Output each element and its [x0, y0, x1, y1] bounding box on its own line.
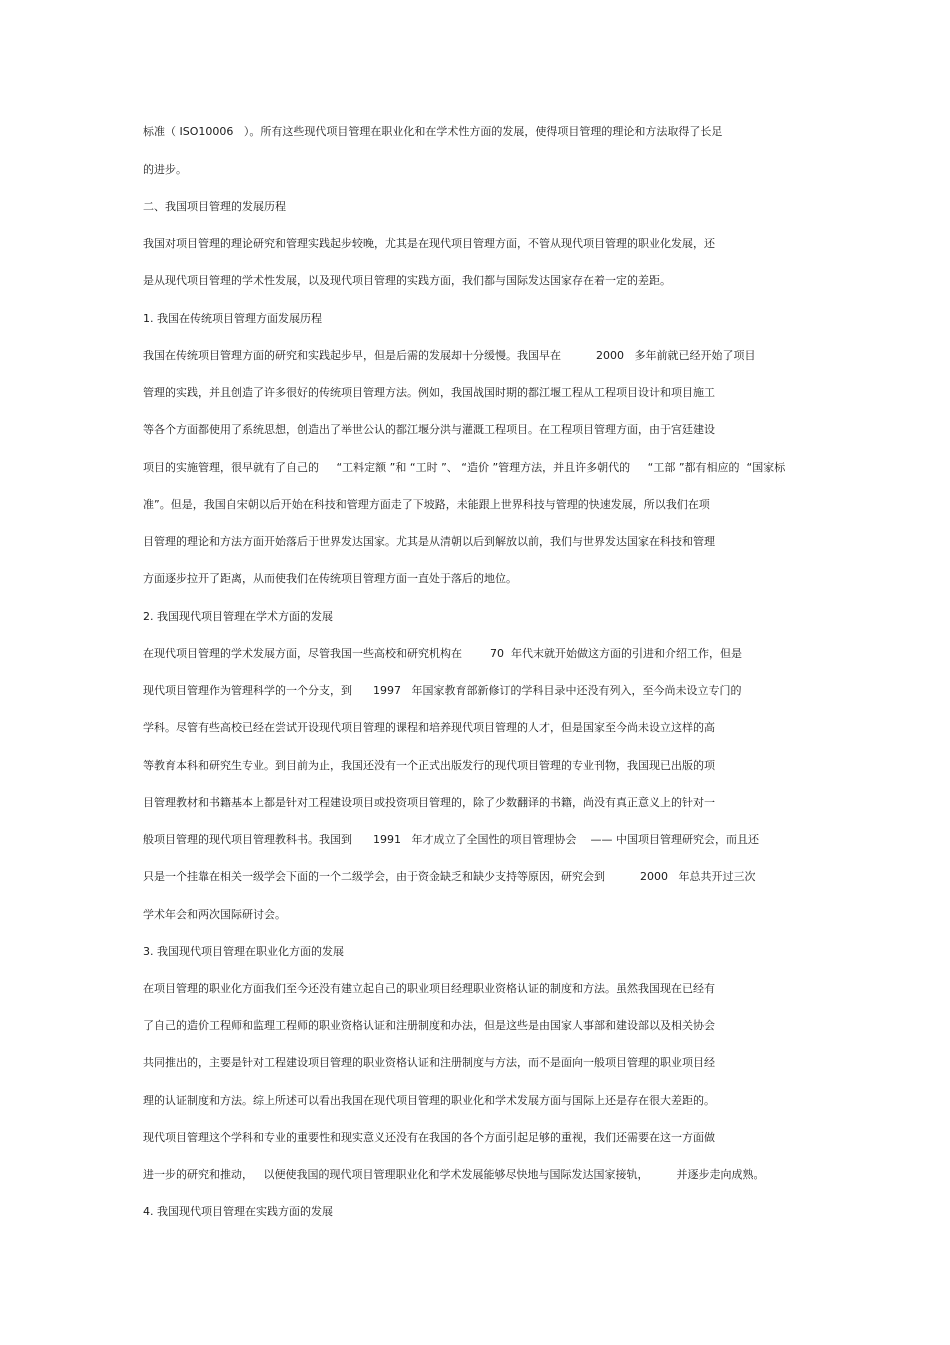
paragraph-line: 等各个方面都使用了系统思想，创造出了举世公认的都江堰分洪与灌溉工程项目。在工程项目管理方面，由于宫廷建设	[143, 423, 715, 436]
paragraph-line: 在现代项目管理的学术发展方面，尽管我国一些高校和研究机构在 70 年代末就开始做这方面的引进和介绍工作，但是	[143, 647, 742, 660]
paragraph-line: 学科。尽管有些高校已经在尝试开设现代项目管理的课程和培养现代项目管理的人才，但是国家至今尚未设立这样的高	[143, 721, 715, 734]
subsection-heading: 4. 我国现代项目管理在实践方面的发展	[143, 1205, 333, 1218]
subsection-heading: 2. 我国现代项目管理在学术方面的发展	[143, 610, 333, 623]
paragraph-line: 现代项目管理作为管理科学的一个分支，到 1997 年国家教育部新修订的学科目录中还没有列入，至今尚未设立专门的	[143, 684, 742, 697]
subsection-heading: 1. 我国在传统项目管理方面发展历程	[143, 312, 322, 325]
paragraph-line: 在项目管理的职业化方面我们至今还没有建立起自己的职业项目经理职业资格认证的制度和方法。虽然我国现在已经有	[143, 982, 715, 995]
paragraph-line: 我国对项目管理的理论研究和管理实践起步较晚，尤其是在现代项目管理方面，不管从现代项目管理的职业化发展，还	[143, 237, 715, 250]
section-heading: 二、我国项目管理的发展历程	[143, 200, 286, 213]
paragraph-line: 共同推出的，主要是针对工程建设项目管理的职业资格认证和注册制度与方法，而不是面向一般项目管理的职业项目经	[143, 1056, 715, 1069]
paragraph-line: 准”。但是，我国自宋朝以后开始在科技和管理方面走了下坡路，未能跟上世界科技与管理的快速发展，所以我们在项	[143, 498, 710, 511]
paragraph-line: 目管理的理论和方法方面开始落后于世界发达国家。尤其是从清朝以后到解放以前，我们与世界发达国家在科技和管理	[143, 535, 715, 548]
paragraph-line: 标准（ ISO10006 ）。所有这些现代项目管理在职业化和在学术性方面的发展，使得项目管理的理论和方法取得了长足	[143, 125, 723, 138]
paragraph-line: 的进步。	[143, 163, 187, 176]
paragraph-line: 只是一个挂靠在相关一级学会下面的一个二级学会，由于资金缺乏和缺少支持等原因，研究会到 2000 年总共开过三次	[143, 870, 756, 883]
subsection-heading: 3. 我国现代项目管理在职业化方面的发展	[143, 945, 344, 958]
paragraph-line: 项目的实施管理，很早就有了自己的 “工料定额 ”和 “工时 ”、 “造价 ”管理方法，并且许多朝代的 “工部 ”都有相应的 “国家标	[143, 461, 786, 474]
paragraph-line: 般项目管理的现代项目管理教科书。我国到 1991 年才成立了全国性的项目管理协会 —— 中国项目管理研究会，而且还	[143, 833, 759, 846]
paragraph-line: 现代项目管理这个学科和专业的重要性和现实意义还没有在我国的各个方面引起足够的重视，我们还需要在这一方面做	[143, 1131, 715, 1144]
paragraph-line: 进一步的研究和推动， 以便使我国的现代项目管理职业化和学术发展能够尽快地与国际发达国家接轨， 并逐步走向成熟。	[143, 1168, 765, 1181]
paragraph-line: 了自己的造价工程师和监理工程师的职业资格认证和注册制度和办法，但是这些是由国家人事部和建设部以及相关协会	[143, 1019, 715, 1032]
paragraph-line: 管理的实践，并且创造了许多很好的传统项目管理方法。例如，我国战国时期的都江堰工程从工程项目设计和项目施工	[143, 386, 715, 399]
paragraph-line: 方面逐步拉开了距离，从而使我们在传统项目管理方面一直处于落后的地位。	[143, 572, 517, 585]
paragraph-line: 等教育本科和研究生专业。到目前为止，我国还没有一个正式出版发行的现代项目管理的专业刊物，我国现已出版的项	[143, 759, 715, 772]
paragraph-line: 我国在传统项目管理方面的研究和实践起步早，但是后需的发展却十分缓慢。我国早在 2000 多年前就已经开始了项目	[143, 349, 756, 362]
paragraph-line: 是从现代项目管理的学术性发展，以及现代项目管理的实践方面，我们都与国际发达国家存在着一定的差距。	[143, 274, 671, 287]
paragraph-line: 目管理教材和书籍基本上都是针对工程建设项目或投资项目管理的，除了少数翻译的书籍，尚没有真正意义上的针对一	[143, 796, 715, 809]
paragraph-line: 理的认证制度和方法。综上所述可以看出我国在现代项目管理的职业化和学术发展方面与国际上还是存在很大差距的。	[143, 1094, 715, 1107]
paragraph-line: 学术年会和两次国际研讨会。	[143, 908, 286, 921]
